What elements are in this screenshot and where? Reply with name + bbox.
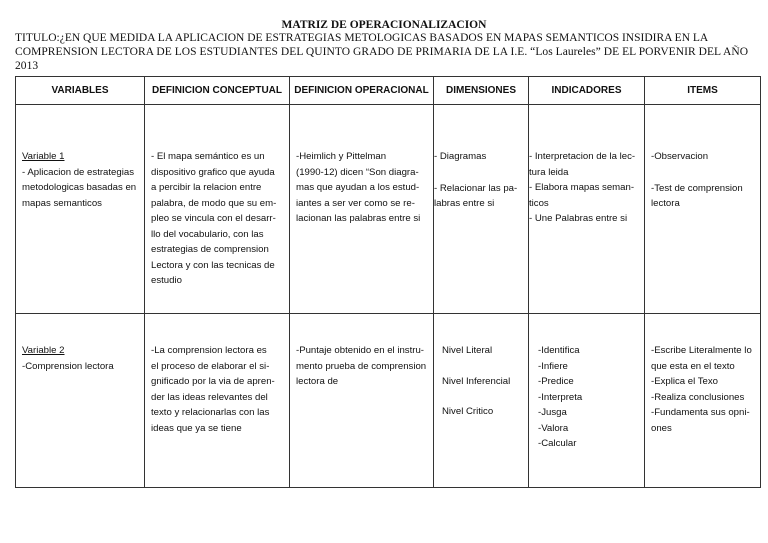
indicator-2-line: -Infiere	[538, 360, 568, 372]
conceptual-2-line: gnificado por la via de apren-	[151, 376, 275, 387]
indicator-2-line: -Identifica	[538, 345, 580, 356]
conceptual-1-line: estrategias de comprension	[151, 244, 269, 255]
conceptual-1-line: Lectora y con las tecnicas de	[151, 259, 275, 271]
item-2-line: ones	[651, 422, 672, 434]
table-row-variable-2	[16, 314, 761, 488]
cell-items-1	[645, 105, 761, 314]
conceptual-2-line: ideas que ya se tiene	[151, 422, 242, 434]
dimension-2-item: Nivel Inferencial	[442, 375, 511, 387]
operacional-1-line: lacionan las palabras entre si	[296, 213, 421, 224]
operacional-1-line: -Heimlich y Pittelman	[296, 151, 387, 162]
indicator-2-line: -Interpreta	[538, 391, 583, 403]
conceptual-2-line: el proceso de elaborar el si-	[151, 360, 270, 372]
operacional-1-line: mas que ayudan a los estud-	[296, 182, 420, 193]
cell-operacional-1	[290, 105, 434, 314]
variable-1-line: mapas semanticos	[22, 197, 102, 209]
header-definicion-operacional: DEFINICION OPERACIONAL	[290, 77, 434, 105]
header-definicion-conceptual: DEFINICION CONCEPTUAL	[145, 77, 290, 105]
header-variables: VARIABLES	[16, 77, 145, 105]
indicator-2-line: -Jusga	[538, 407, 567, 418]
conceptual-1-line: llo del vocabulario, con las	[151, 228, 264, 240]
conceptual-1-line: palabra, de modo que su em-	[151, 197, 277, 209]
dimension-2-item: Nivel Critico	[442, 406, 494, 417]
conceptual-1-line: a percibir la relacion entre	[151, 182, 262, 193]
item-2-line: -Explica el Texo	[651, 376, 719, 387]
subtitle-line-2: COMPRENSION LECTORA DE LOS ESTUDIANTES DEL QUINTO GRADO DE PRIMARIA DE LA I.E. “Los Laureles” DE EL PORVENIR DEL AÑO 2013	[15, 46, 749, 72]
indicator-2-line: -Valora	[538, 422, 569, 434]
document-title: MATRIZ DE OPERACIONALIZACION	[281, 19, 487, 31]
header-row	[16, 77, 761, 105]
conceptual-1-line: - El mapa semántico es un	[151, 151, 265, 162]
conceptual-1-line: estudio	[151, 275, 182, 286]
operacional-1-line: (1990-12) dicen “Son diagra-	[296, 166, 419, 178]
subtitle-line-1: TITULO:¿EN QUE MEDIDA LA APLICACION DE ESTRATEGIAS METOLOGICAS BASADOS EN MAPAS SEMANTICOS INSIDIRA EN LA	[15, 32, 709, 44]
variable-1-line: metodologicas basadas en	[22, 182, 137, 193]
indicator-1-line: - Interpretacion de la lec-	[529, 151, 636, 162]
operacional-2-line: lectora de	[296, 376, 339, 387]
dimension-1-item: - Diagramas	[434, 151, 487, 162]
cell-dimensiones-1	[434, 105, 529, 314]
operacional-2-line: -Puntaje obtenido en el instru-	[296, 345, 424, 356]
conceptual-1-line: dispositivo grafico que ayuda	[151, 166, 275, 178]
dimension-1-item: - Relacionar las pa-	[434, 182, 518, 194]
conceptual-2-line: der las ideas relevantes del	[151, 391, 268, 403]
table-row-variable-1	[16, 105, 761, 314]
item-2-line: -Realiza conclusiones	[651, 391, 745, 403]
item-1-line: -Observacion	[651, 151, 709, 162]
dimension-2-item: Nivel Literal	[442, 345, 493, 356]
header-items: ITEMS	[645, 77, 761, 105]
item-2-line: -Escribe Literalmente lo	[651, 345, 752, 356]
indicator-1-line: tura leida	[529, 166, 569, 178]
variable-2-label: Variable 2	[22, 345, 65, 356]
item-1-line: -Test de comprension	[651, 182, 743, 194]
header-dimensiones: DIMENSIONES	[434, 77, 529, 105]
item-2-line: que esta en el texto	[651, 360, 735, 372]
indicator-1-line: - Elabora mapas seman-	[529, 182, 635, 193]
conceptual-2-line: texto y relacionarlas con las	[151, 407, 270, 418]
indicator-2-line: -Predice	[538, 376, 574, 387]
indicator-2-line: -Calcular	[538, 438, 577, 449]
cell-indicadores-1	[529, 105, 645, 314]
item-2-line: -Fundamenta sus opni-	[651, 407, 750, 418]
document-subtitle	[15, 31, 763, 73]
indicator-1-line: - Une Palabras entre si	[529, 213, 628, 224]
item-1-line: lectora	[651, 198, 680, 209]
conceptual-2-line: -La comprension lectora es	[151, 345, 267, 356]
cell-operacional-2	[290, 314, 434, 488]
variable-2-line: -Comprension lectora	[22, 360, 114, 372]
cell-dimensiones-2	[434, 314, 529, 488]
indicator-1-line: ticos	[529, 197, 549, 209]
variable-1-label: Variable 1	[22, 151, 65, 162]
header-indicadores: INDICADORES	[529, 77, 645, 105]
variable-1-line: - Aplicacion de estrategias	[22, 166, 134, 178]
cell-conceptual-1	[145, 105, 290, 314]
cell-variable-1	[16, 105, 145, 314]
cell-indicadores-2	[529, 314, 645, 488]
cell-items-2	[645, 314, 761, 488]
dimension-1-item: labras entre si	[434, 198, 495, 209]
cell-variable-2	[16, 314, 145, 488]
operationalization-matrix	[15, 76, 761, 488]
conceptual-1-line: pleo se vincula con el desarr-	[151, 213, 276, 224]
operacional-1-line: iantes a ser ver como se re-	[296, 197, 415, 209]
cell-conceptual-2	[145, 314, 290, 488]
operacional-2-line: mento prueba de comprension	[296, 360, 427, 372]
